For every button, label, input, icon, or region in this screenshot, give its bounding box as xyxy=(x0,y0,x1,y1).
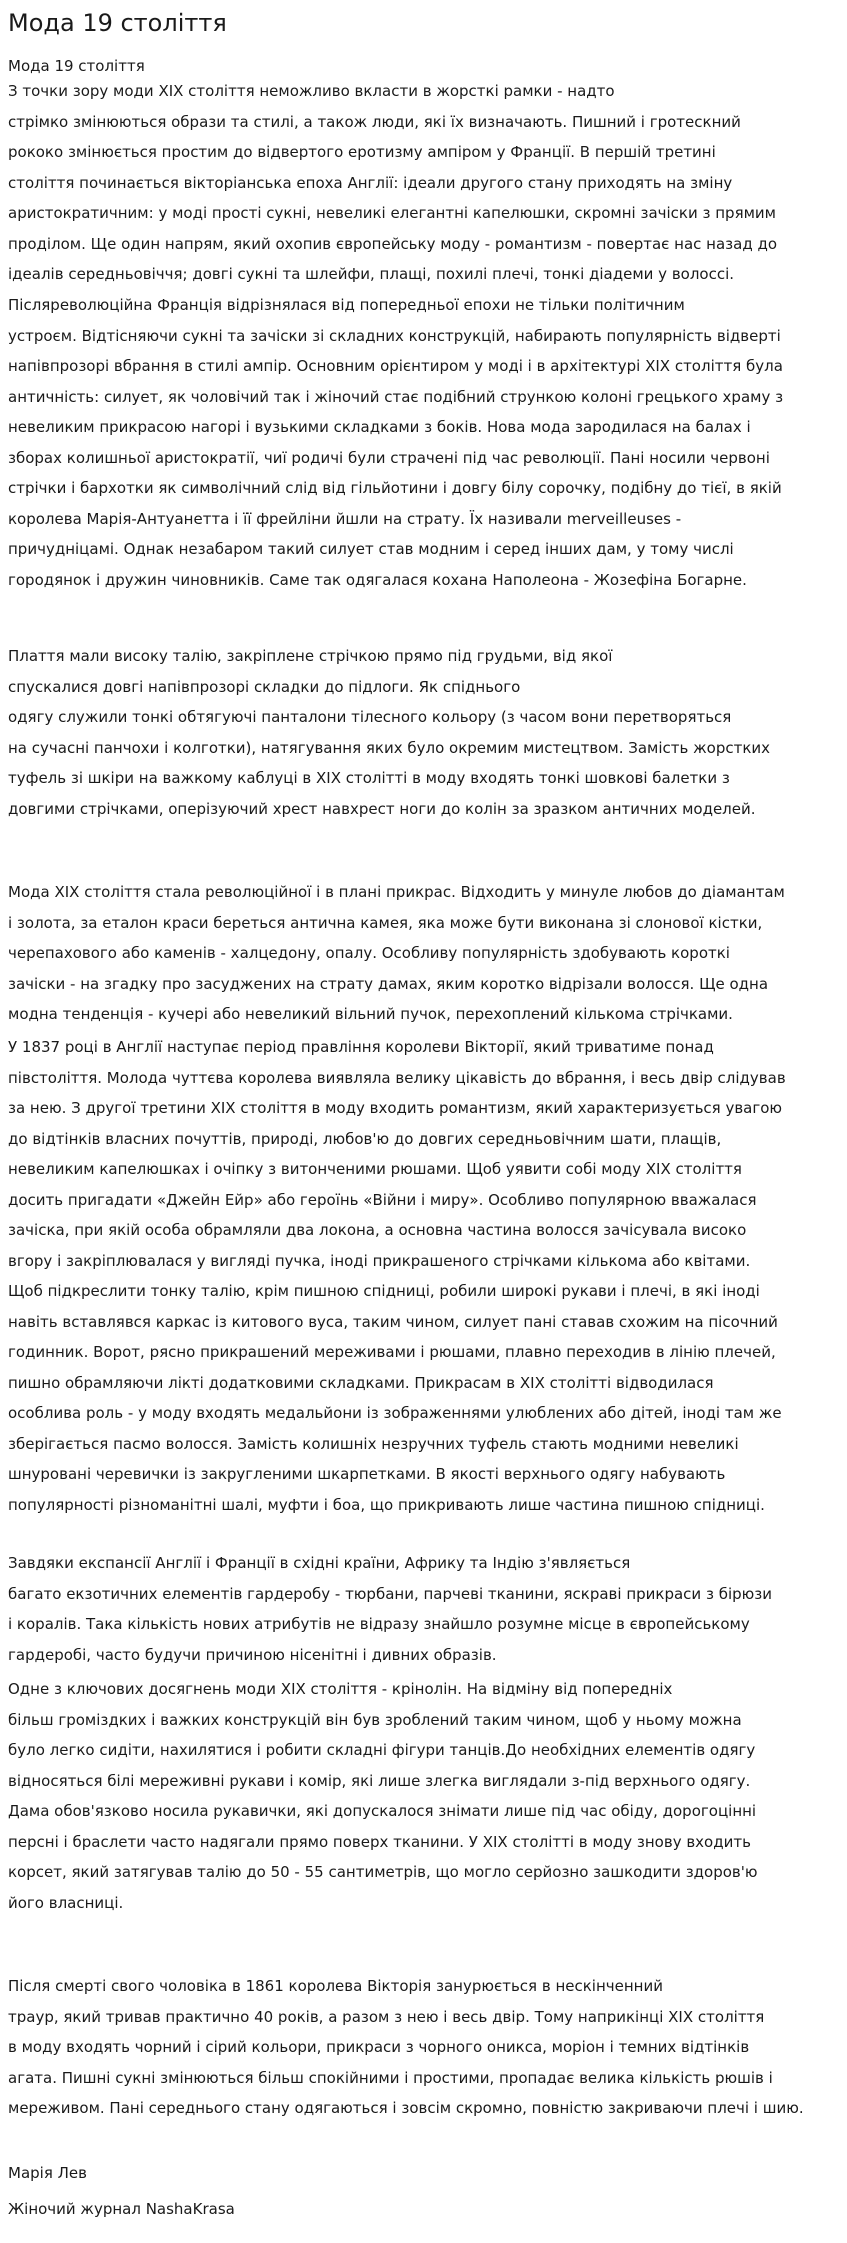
paragraph-line: модна тенденція - кучері або невеликий вільний пучок, перехоплений кількома стрічками. xyxy=(8,1005,733,1023)
paragraph-line: на сучасні панчохи і колготки), натягування яких було окремим мистецтвом. Замість жорстких xyxy=(8,738,771,757)
paragraph-line: популярності різноманітні шалі, муфти і боа, що прикривають лише частина пишною спідниці. xyxy=(8,1495,765,1514)
paragraph-line: античність: силует, як чоловічий так і жіночий стає подібний стрункою колоні грецького храму з xyxy=(8,387,784,406)
paragraph-line: пишно обрамляючи лікті додатковими складками. Прикрасам в XIX столітті відводилася xyxy=(8,1373,714,1392)
paragraph-line: невеликим прикрасою нагорі і вузькими складками з боків. Нова мода зародилася на балах і xyxy=(8,418,751,436)
paragraph-2 xyxy=(8,290,838,595)
paragraph-line: Завдяки експансії Англії і Франції в східні країни, Африку та Індію з'являється xyxy=(8,1554,631,1572)
paragraph-line: аристократичним: у моді прості сукні, невеликі елегантні капелюшки, скромні зачіски з прямим xyxy=(8,204,776,222)
paragraph-line: спускалися довгі напівпрозорі складки до підлоги. Як спіднього xyxy=(8,677,521,696)
paragraph-6 xyxy=(8,1548,838,1670)
paragraph-line: Одне з ключових досягнень моди XIX століття - крінолін. На відміну від попередніх xyxy=(8,1680,673,1698)
paragraph-line: мереживом. Пані середнього стану одягаються і зовсім скромно, повністю закриваючи плечі і шию. xyxy=(8,2099,804,2117)
paragraph-1 xyxy=(8,76,838,290)
paragraph-line: його власниці. xyxy=(8,1893,124,1912)
paragraph-line: відносяться білі мереживні рукави і комір, які лише злегка виглядали з-під верхнього одягу. xyxy=(8,1771,751,1790)
paragraph-line: Плаття мали високу талію, закріплене стрічкою прямо під грудьми, від якої xyxy=(8,647,613,665)
paragraph-3 xyxy=(8,641,838,824)
article xyxy=(8,0,838,2218)
paragraph-line: рококо змінюється простим до відвертого еротизму ампіром у Франції. В першій третині xyxy=(8,143,716,161)
paragraph-line: Щоб підкреслити тонку талію, крім пишною спідниці, робили широкі рукави і плечі, в які іноді xyxy=(8,1282,760,1300)
paragraph-line: невеликим капелюшках і очіпку з витонченими рюшами. Щоб уявити собі моду XIX століття xyxy=(8,1160,742,1178)
paragraph-line: в моду входять чорний і сірий кольори, прикраси з чорного оникса, моріон і темних відтінків xyxy=(8,2038,750,2056)
paragraph-line: і коралів. Така кількість нових атрибутів не відразу знайшло розумне місце в європейському xyxy=(8,1615,750,1633)
paragraph-line: туфель зі шкіри на важкому каблуці в XIX столітті в моду входять тонкі шовкові балетки з xyxy=(8,769,730,787)
paragraph-line: довгими стрічками, оперізуючий хрест навхрест ноги до колін за зразком античних моделей. xyxy=(8,799,756,818)
author-name: Марія Лев xyxy=(8,2164,87,2182)
paragraph-line: Дама обов'язково носила рукавички, які допускалося знімати лише під час обіду, дорогоцінні xyxy=(8,1802,757,1820)
paragraph-line: навіть вставлявся каркас із китового вуса, таким чином, силует пані ставав схожим на пісочний xyxy=(8,1312,778,1331)
paragraph-line: гардеробі, часто будучи причиною нісенітні і дивних образів. xyxy=(8,1645,497,1664)
paragraph-line: королева Марія-Антуанетта і її фрейліни йшли на страту. Їх називали merveilleuses - xyxy=(8,509,682,528)
paragraph-line: ідеалів середньовіччя; довгі сукні та шлейфи, плащі, похилі плечі, тонкі діадеми у волоссі. xyxy=(8,265,735,283)
paragraph-line: стрічки і бархотки як символічний слід від гільйотини і довгу білу сорочку, подібну до тієї, в якій xyxy=(8,479,782,497)
source-credit: Жіночий журнал NashaKrasa xyxy=(8,2200,235,2218)
paragraph-line: корсет, який затягував талію до 50 - 55 сантиметрів, що могло серйозно зашкодити здоров'ю xyxy=(8,1863,758,1881)
paragraph-line: зберігається пасмо волосся. Замість колишніх незручних туфель стають модними невеликі xyxy=(8,1434,739,1453)
paragraph-line: стрімко змінюються образи та стилі, а також люди, які їх визначають. Пишний і гротескний xyxy=(8,112,741,131)
paragraph-8 xyxy=(8,1971,838,2124)
paragraph-line: Мода XIX століття стала революційної і в плані прикрас. Відходить у минуле любов до діамантам xyxy=(8,883,785,901)
paragraph-line: зборах колишньої аристократії, чиї родичі були страчені під час революції. Пані носили червоні xyxy=(8,448,770,467)
paragraph-line: агата. Пишні сукні змінюються більш спокійними і простими, пропадає велика кількість рюшів і xyxy=(8,2068,773,2087)
page-title: Мода 19 століття xyxy=(8,9,227,37)
paragraph-line: особлива роль - у моду входять медальйони із зображеннями улюблених або дітей, іноді там же xyxy=(8,1404,782,1422)
paragraph-line: і золота, за еталон краси береться антична камея, яка може бути виконана зі слонової кістки, xyxy=(8,913,763,932)
paragraph-line: зачіска, при якій особа обрамляли два локона, а основна частина волосся зачісувала високо xyxy=(8,1221,747,1239)
paragraph-line: було легко сидіти, нахилятися і робити складні фігури танців.До необхідних елементів одягу xyxy=(8,1741,756,1759)
paragraph-line: устроєм. Відтісняючи сукні та зачіски зі складних конструкцій, набирають популярність відверті xyxy=(8,326,781,345)
paragraph-line: більш громіздких і важких конструкцій він був зроблений таким чином, щоб у ньому можна xyxy=(8,1710,742,1729)
paragraph-4 xyxy=(8,877,838,1030)
paragraph-line: Після смерті свого чоловіка в 1861 королева Вікторія занурюється в нескінченний xyxy=(8,1977,663,1995)
paragraph-line: зачіски - на згадку про засуджених на страту дамах, яким коротко відрізали волосся. Ще одна xyxy=(8,974,769,993)
paragraph-7 xyxy=(8,1674,838,1918)
paragraph-line: Післяреволюційна Франція відрізнялася від попередньої епохи не тільки політичним xyxy=(8,296,685,314)
paragraph-5 xyxy=(8,1032,838,1520)
paragraph-line: досить пригадати «Джейн Ейр» або героїнь «Війни і миру». Особливо популярною вважалася xyxy=(8,1190,757,1209)
paragraph-line: багато екзотичних елементів гардеробу - тюрбани, парчеві тканини, яскраві прикраси з бірюзи xyxy=(8,1584,772,1603)
article-subtitle: Мода 19 століття xyxy=(8,57,145,75)
paragraph-line: вгору і закріплювалася у вигляді пучка, іноді прикрашеного стрічками кількома або квітами. xyxy=(8,1251,751,1270)
paragraph-line: століття починається вікторіанська епоха Англії: ідеали другого стану приходять на зміну xyxy=(8,173,733,192)
paragraph-line: городянок і дружин чиновників. Саме так одягалася кохана Наполеона - Жозефіна Богарне. xyxy=(8,570,747,589)
paragraph-line: траур, який тривав практично 40 років, а разом з нею і весь двір. Тому наприкінці XIX століття xyxy=(8,2007,765,2026)
paragraph-line: З точки зору моди XIX століття неможливо вкласти в жорсткі рамки - надто xyxy=(8,82,615,100)
paragraph-line: У 1837 році в Англії наступає період правління королеви Вікторії, який триватиме понад xyxy=(8,1038,714,1056)
paragraph-line: шнуровані черевички із закругленими шкарпетками. В якості верхнього одягу набувають xyxy=(8,1465,726,1483)
paragraph-line: напівпрозорі вбрання в стилі ампір. Основним орієнтиром у моді і в архітектурі XIX століття була xyxy=(8,357,783,375)
paragraph-line: одягу служили тонкі обтягуючі панталони тілесного кольору (з часом вони перетворяться xyxy=(8,708,732,726)
paragraph-line: за нею. З другої третини XIX століття в моду входить романтизм, який характеризується увагою xyxy=(8,1099,783,1117)
paragraph-line: причудніцамі. Однак незабаром такий силует став модним і серед інших дам, у тому числі xyxy=(8,540,734,558)
paragraph-line: півстоліття. Молода чуттєва королева виявляла велику цікавість до вбрання, і весь двір слідував xyxy=(8,1068,786,1087)
paragraph-line: черепахового або каменів - халцедону, опалу. Особливу популярність здобувають короткі xyxy=(8,944,730,962)
paragraph-line: проділом. Ще один напрям, який охопив європейську моду - романтизм - повертає нас назад до xyxy=(8,234,778,253)
paragraph-line: персні і браслети часто надягали прямо поверх тканини. У XIX столітті в моду знову входить xyxy=(8,1832,751,1851)
paragraph-line: до відтінків власних почуттів, природі, любов'ю до довгих середньовічним шати, плащів, xyxy=(8,1129,722,1148)
paragraph-line: годинник. Ворот, рясно прикрашений мереживами і рюшами, плавно переходив в лінію плечей, xyxy=(8,1343,776,1361)
